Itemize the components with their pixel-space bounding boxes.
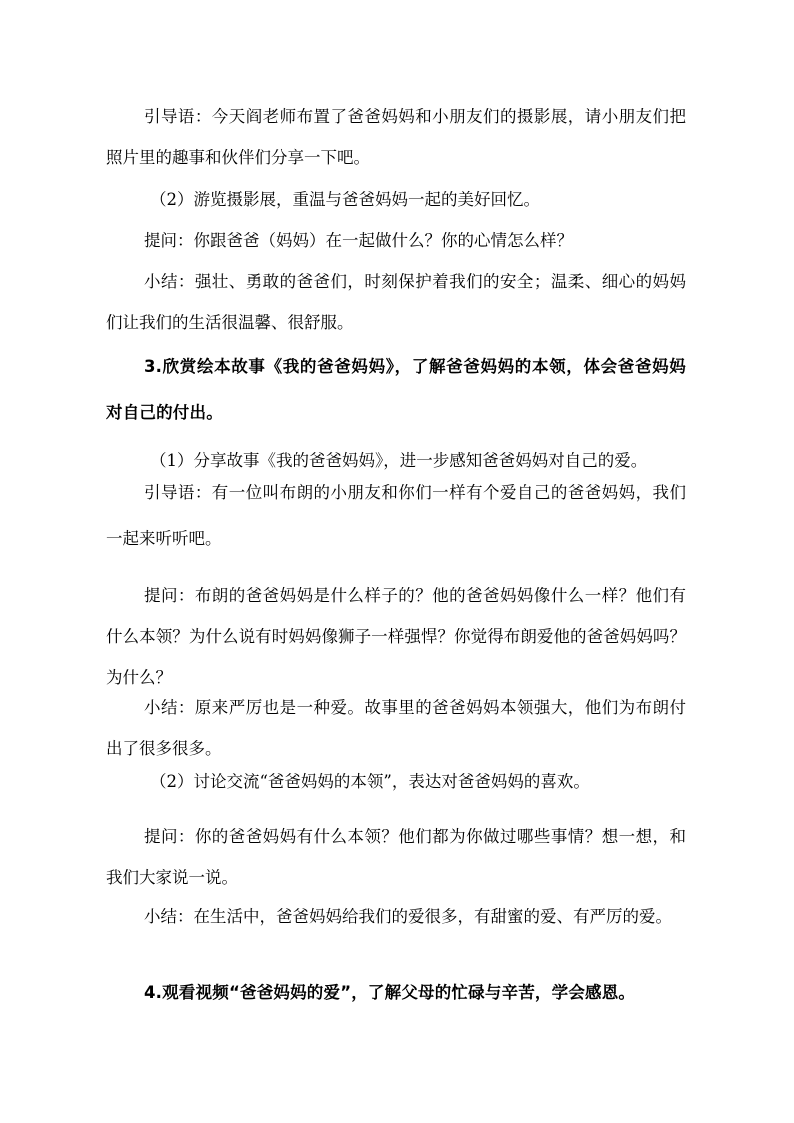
paragraph-summary-3: 小结：在生活中，爸爸妈妈给我们的爱很多，有甜蜜的爱、有严厉的爱。 bbox=[144, 907, 672, 926]
paragraph-question-2: 提问：布朗的爸爸妈妈是什么样子的？他的爸爸妈妈像什么一样？他们有什么本领？为什么说有时妈妈像狮子一样强悍？你觉得布朗爱他的爸爸妈妈吗？为什么？ bbox=[106, 586, 686, 687]
paragraph-summary-2: 小结：原来严厉也是一种爱。故事里的爸爸妈妈本领强大，他们为布朗付出了很多很多。 bbox=[106, 698, 686, 758]
paragraph-step-1: （1）分享故事《我的爸爸妈妈》，进一步感知爸爸妈妈对自己的爱。 bbox=[150, 451, 648, 470]
paragraph-guide-intro: 引导语：今天阎老师布置了爸爸妈妈和小朋友们的摄影展，请小朋友们把照片里的趣事和伙伴们分享一下吧。 bbox=[106, 107, 686, 167]
paragraph-guide-2: 引导语：有一位叫布朗的小朋友和你们一样有个爱自己的爸爸妈妈，我们一起来听听吧。 bbox=[106, 483, 686, 548]
paragraph-step-2b: （2）讨论交流“爸爸妈妈的本领”，表达对爸爸妈妈的喜欢。 bbox=[150, 772, 590, 791]
section-heading-4: 4.观看视频“爸爸妈妈的爱”，了解父母的忙碌与辛苦，学会感恩。 bbox=[144, 983, 636, 1002]
paragraph-question-3: 提问：你的爸爸妈妈有什么本领？他们都为你做过哪些事情？想一想，和我们大家说一说。 bbox=[106, 827, 686, 887]
paragraph-question-1: 提问：你跟爸爸（妈妈）在一起做什么？你的心情怎么样？ bbox=[144, 231, 573, 250]
paragraph-summary-1: 小结：强壮、勇敢的爸爸们，时刻保护着我们的安全；温柔、细心的妈妈们让我们的生活很温馨、很舒服。 bbox=[106, 272, 686, 332]
paragraph-step-2: （2）游览摄影展，重温与爸爸妈妈一起的美好回忆。 bbox=[150, 190, 540, 209]
section-heading-3: 3.欣赏绘本故事《我的爸爸妈妈》，了解爸爸妈妈的本领，体会爸爸妈妈对自己的付出。 bbox=[106, 357, 686, 422]
